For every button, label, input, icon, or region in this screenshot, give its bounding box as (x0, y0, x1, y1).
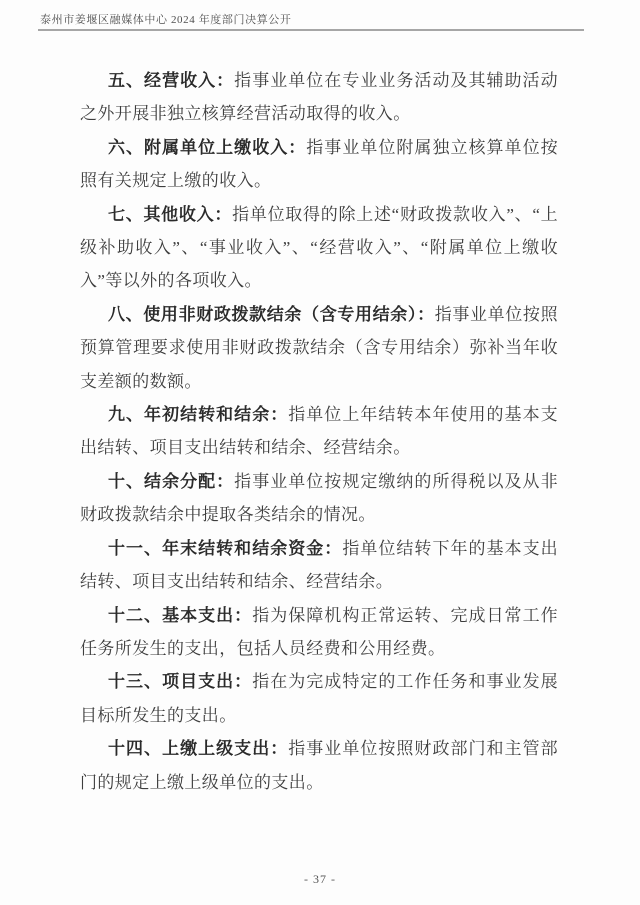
definition-term: 十、结余分配： (108, 471, 235, 491)
definition-text: 指事业单位附属独立核算单位按照有关规定上缴的收入。 (80, 137, 558, 191)
definitions-section (80, 64, 558, 799)
definition-text: 指事业单位在专业业务活动及其辅助活动之外开展非独立核算经营活动取得的收入。 (80, 71, 558, 124)
definition-text: 指事业单位按照预算管理要求使用非财政拨款结余（含专用结余）弥补当年收支差额的数额。 (80, 304, 558, 391)
definition-paragraph (80, 665, 558, 732)
definition-paragraph (80, 732, 558, 799)
definition-text: 指为保障机构正常运转、完成日常工作任务所发生的支出，包括人员经费和公用经费。 (80, 605, 558, 658)
definition-paragraph (80, 532, 558, 599)
definition-paragraph (80, 465, 558, 532)
definition-term: 十四、上缴上级支出： (108, 739, 289, 759)
header-divider-line (38, 29, 584, 31)
definition-text: 指单位取得的除上述“财政拨款收入”、“上级补助收入”、“事业收入”、“经营收入”、“附属单位上缴收入”等以外的各项收入。 (80, 204, 558, 291)
page-header-title: 泰州市姜堰区融媒体中心 2024 年度部门决算公开 (40, 14, 292, 26)
definition-term: 五、经营收入： (108, 71, 235, 90)
definition-term: 七、其他收入： (108, 204, 233, 224)
definition-text: 指单位上年结转本年使用的基本支出结转、项目支出结转和结余、经营结余。 (80, 405, 558, 458)
definition-term: 十一、年末结转和结余资金： (108, 538, 343, 558)
definition-term: 十二、基本支出： (108, 605, 253, 625)
definition-text: 指事业单位按规定缴纳的所得税以及从非财政拨款结余中提取各类结余的情况。 (80, 471, 558, 525)
definition-paragraph (80, 599, 558, 666)
definition-term: 六、附属单位上缴收入： (108, 137, 307, 157)
definition-paragraph (80, 298, 558, 398)
definition-term: 九、年初结转和结余： (108, 405, 289, 425)
definition-paragraph (80, 131, 558, 198)
definition-text: 指事业单位按照财政部门和主管部门的规定上缴上级单位的支出。 (80, 739, 558, 792)
definition-term: 八、使用非财政拨款结余（含专用结余）： (108, 304, 435, 324)
definition-paragraph (80, 64, 558, 131)
definition-paragraph (80, 398, 558, 465)
definition-text: 指单位结转下年的基本支出结转、项目支出结转和结余、经营结余。 (80, 538, 558, 592)
definition-term: 十三、项目支出： (108, 672, 253, 692)
page-number: - 37 - (304, 872, 336, 886)
definition-paragraph (80, 198, 558, 298)
definition-text: 指在为完成特定的工作任务和事业发展目标所发生的支出。 (80, 672, 558, 725)
